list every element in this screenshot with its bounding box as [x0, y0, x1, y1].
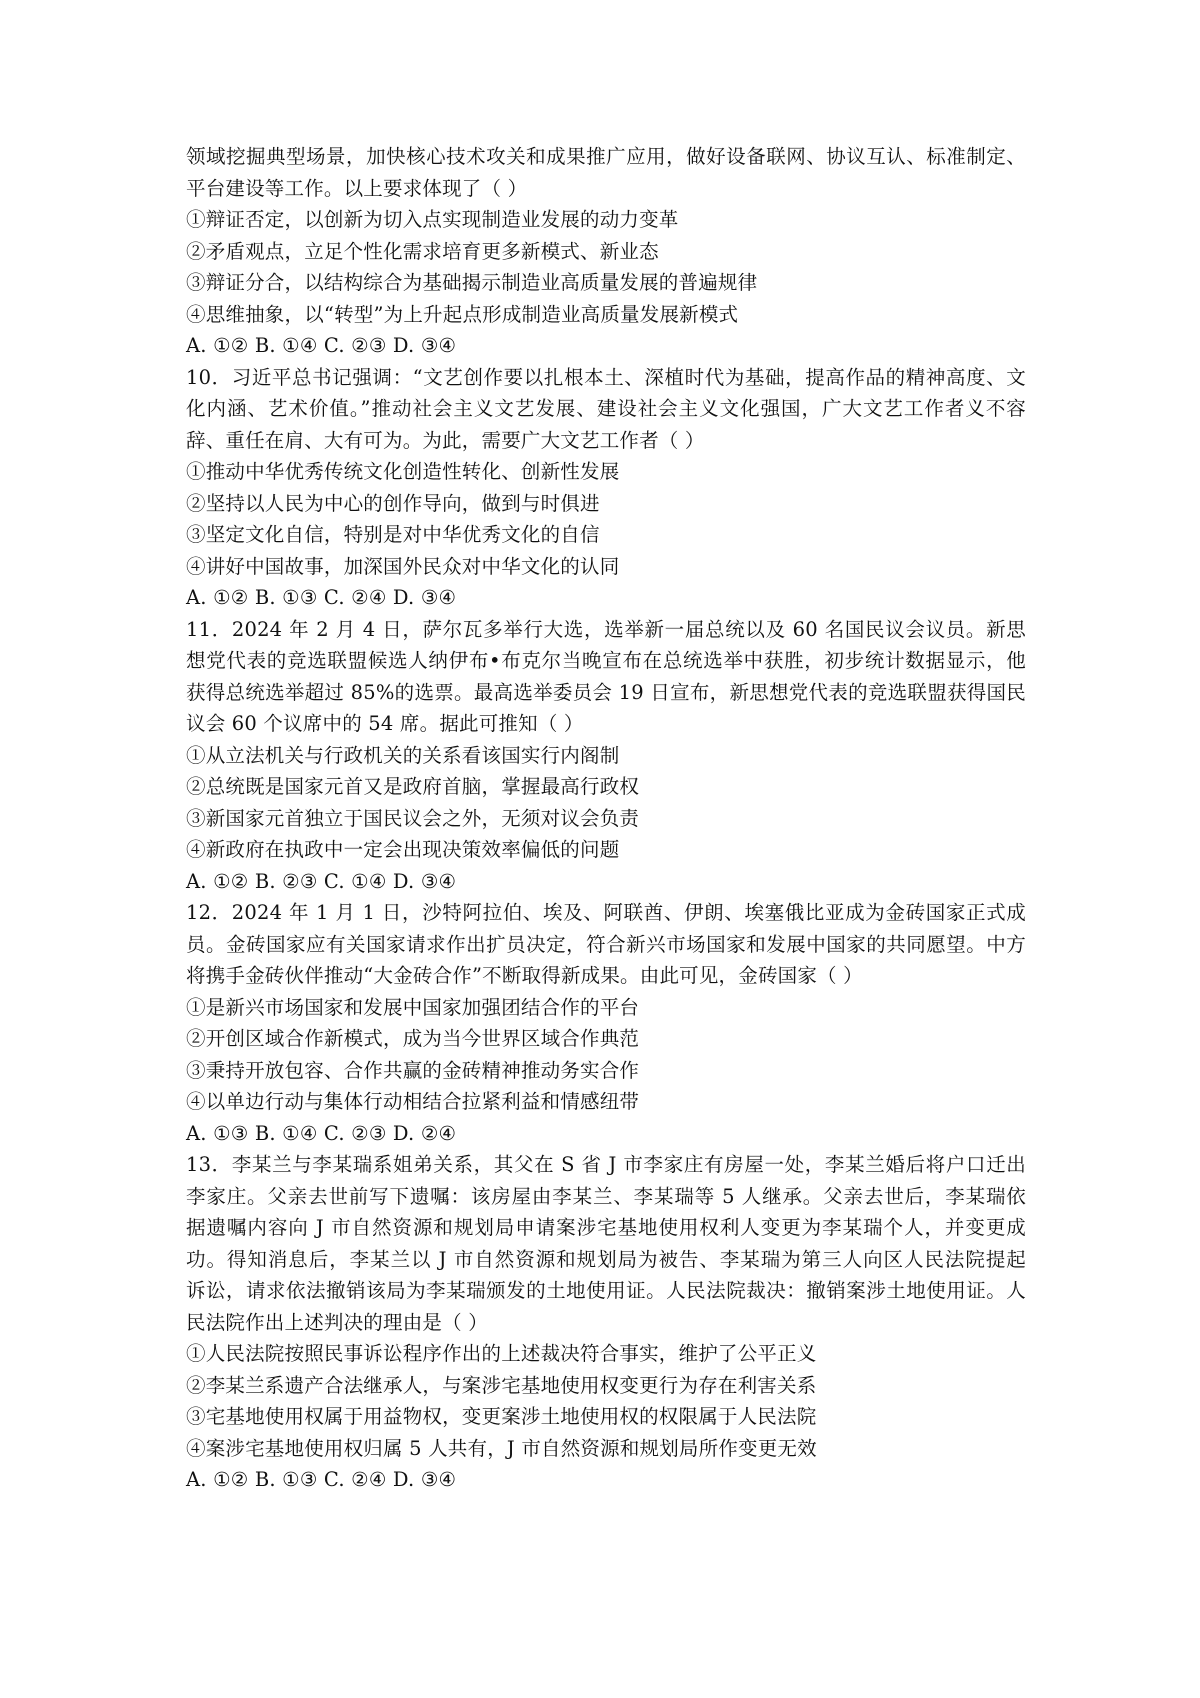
option-3: ③秉持开放包容、合作共赢的金砖精神推动务实合作 [186, 1058, 640, 1082]
question-stem-line: 将携手金砖伙伴推动“大金砖合作”不断取得新成果。由此可见，金砖国家（ ） [186, 964, 863, 987]
option-1: ①辩证否定，以创新为切入点实现制造业发展的动力变革 [186, 208, 679, 231]
option-2: ②李某兰系遗产合法继承人，与案涉宅基地使用权变更行为存在利害关系 [186, 1373, 817, 1397]
question-stem-line: 13．李某兰与李某瑞系姐弟关系，其父在 S 省 J 市李家庄有房屋一处，李某兰婚后将户口迁出 [186, 1153, 1026, 1176]
question-stem-line: 11．2024 年 2 月 4 日，萨尔瓦多举行大选，选举新一届总统以及 60 名国民议会议员。新思 [186, 617, 1026, 641]
answer-choices: A. ①② B. ①④ C. ②③ D. ③④ [186, 334, 457, 357]
option-2: ②开创区域合作新模式，成为当今世界区域合作典范 [186, 1027, 640, 1050]
question-stem-line: 据遗嘱内容向 J 市自然资源和规划局申请案涉宅基地使用权利人变更为李某瑞个人，并变更成 [186, 1216, 1026, 1239]
question-stem-line: 平台建设等工作。以上要求体现了（ ） [186, 176, 528, 200]
option-3: ③坚定文化自信，特别是对中华优秀文化的自信 [186, 523, 600, 546]
option-4: ④讲好中国故事，加深国外民众对中华文化的认同 [186, 554, 620, 578]
option-1: ①是新兴市场国家和发展中国家加强团结合作的平台 [186, 995, 640, 1019]
option-4: ④案涉宅基地使用权归属 5 人共有，J 市自然资源和规划局所作变更无效 [186, 1436, 817, 1460]
answer-choices: A. ①② B. ①③ C. ②④ D. ③④ [186, 1468, 457, 1491]
question-stem-line: 辞、重任在肩、大有可为。为此，需要广大文艺工作者（ ） [186, 428, 705, 452]
option-4: ④新政府在执政中一定会出现决策效率偏低的问题 [186, 838, 620, 861]
option-2: ②矛盾观点，立足个性化需求培育更多新模式、新业态 [186, 239, 659, 263]
question-stem-line: 12．2024 年 1 月 1 日，沙特阿拉伯、埃及、阿联酋、伊朗、埃塞俄比亚成为金砖国家正式成 [186, 901, 1026, 924]
answer-choices: A. ①② B. ①③ C. ②④ D. ③④ [186, 586, 457, 609]
question-stem-line: 诉讼，请求依法撤销该局为李某瑞颁发的土地使用证。人民法院裁决：撤销案涉土地使用证。人 [186, 1279, 1026, 1302]
option-2: ②坚持以人民为中心的创作导向，做到与时俱进 [186, 491, 600, 515]
question-stem-line: 领域挖掘典型场景，加快核心技术攻关和成果推广应用，做好设备联网、协议互认、标准制定、 [186, 145, 1026, 168]
option-3: ③宅基地使用权属于用益物权，变更案涉土地使用权的权限属于人民法院 [186, 1405, 817, 1428]
question-stem-line: 李家庄。父亲去世前写下遗嘱：该房屋由李某兰、李某瑞等 5 人继承。父亲去世后，李某瑞依 [186, 1184, 1026, 1208]
question-stem-line: 10．习近平总书记强调：“文艺创作要以扎根本土、深植时代为基础，提高作品的精神高度、文 [186, 365, 1026, 389]
question-stem-line: 员。金砖国家应有关国家请求作出扩员决定，符合新兴市场国家和发展中国家的共同愿望。中方 [186, 932, 1026, 956]
question-13 [186, 1149, 1026, 1496]
question-10 [186, 362, 1026, 614]
question-stem-line: 议会 60 个议席中的 54 席。据此可推知（ ） [186, 712, 584, 735]
exam-content [186, 141, 1026, 1496]
question-stem-line: 想党代表的竞选联盟候选人纳伊布•布克尔当晚宣布在总统选举中获胜，初步统计数据显示，他 [186, 649, 1026, 672]
answer-choices: A. ①② B. ②③ C. ①④ D. ③④ [186, 869, 457, 893]
question-11 [186, 614, 1026, 898]
answer-choices: A. ①③ B. ①④ C. ②③ D. ②④ [186, 1121, 457, 1145]
option-2: ②总统既是国家元首又是政府首脑，掌握最高行政权 [186, 775, 640, 798]
option-4: ④以单边行动与集体行动相结合拉紧利益和情感纽带 [186, 1090, 640, 1113]
question-stem-line: 获得总统选举超过 85%的选票。最高选举委员会 19 日宣布，新思想党代表的竞选联盟获得国民 [186, 680, 1026, 704]
question-stem-line: 化内涵、艺术价值。”推动社会主义文艺发展、建设社会主义文化强国，广大文艺工作者义不容 [186, 397, 1026, 420]
question-12 [186, 897, 1026, 1149]
question-stem-line: 功。得知消息后，李某兰以 J 市自然资源和规划局为被告、李某瑞为第三人向区人民法院提起 [186, 1247, 1026, 1271]
option-4: ④思维抽象，以“转型”为上升起点形成制造业高质量发展新模式 [186, 302, 739, 326]
option-1: ①人民法院按照民事诉讼程序作出的上述裁决符合事实，维护了公平正义 [186, 1342, 817, 1365]
question-stem-line: 民法院作出上述判决的理由是（ ） [186, 1310, 488, 1334]
question-9-continued [186, 141, 1026, 362]
option-1: ①推动中华优秀传统文化创造性转化、创新性发展 [186, 460, 620, 483]
option-3: ③辩证分合，以结构综合为基础揭示制造业高质量发展的普遍规律 [186, 271, 758, 294]
option-1: ①从立法机关与行政机关的关系看该国实行内阁制 [186, 743, 620, 767]
option-3: ③新国家元首独立于国民议会之外，无须对议会负责 [186, 806, 640, 830]
